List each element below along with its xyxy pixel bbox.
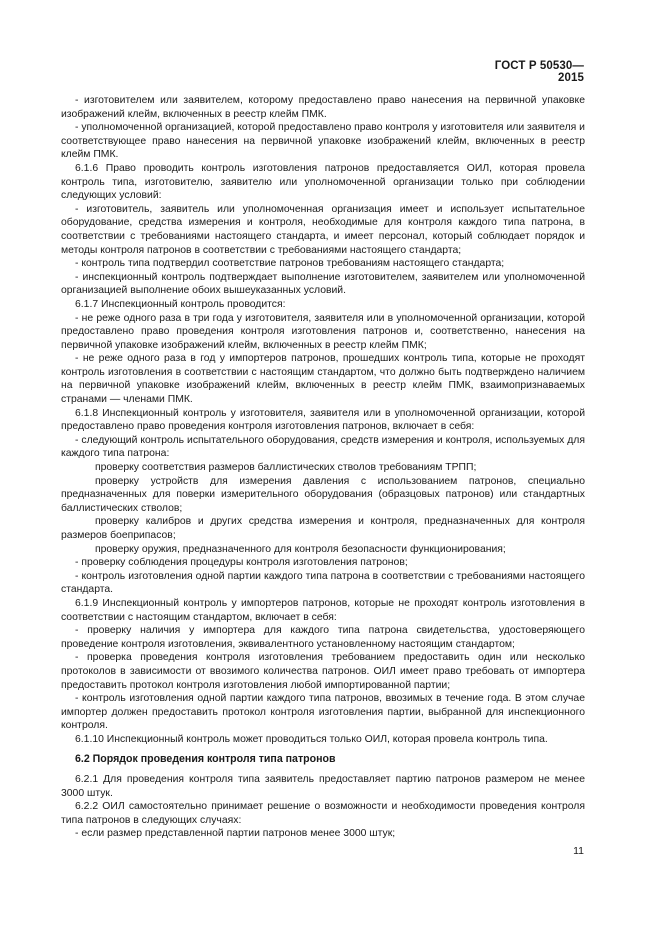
paragraph: - контроль изготовления одной партии каждого типа патрона в соответствии с требованиями настоящего стандарта. bbox=[61, 570, 585, 596]
paragraph: - инспекционный контроль подтверждает выполнение изготовителем, заявителем или уполномоченной организацией выполнение обоих вышеуказанных условий. bbox=[61, 271, 585, 297]
paragraph: - проверка проведения контроля изготовления требованием предоставить один или несколько протоколов в зависимости от ввозимого количества патронов. ОИЛ имеет право требовать от импортера предоставить протокол контроля изготовления любой импортированной партии; bbox=[61, 652, 585, 691]
page-number: 11 bbox=[573, 845, 584, 857]
document-body bbox=[61, 94, 585, 841]
paragraph: - уполномоченной организацией, которой предоставлено право контроля у изготовителя или заявителя и соответствующее право нанесения на первичной упаковке изображений клейм, включенных в реестр клейм ПМК. bbox=[61, 122, 585, 161]
paragraph: - контроль изготовления одной партии каждого типа патронов, ввозимых в течение года. В этом случае импортер должен предоставить протокол контроля изготовления партии, выбранной для инспекционного контроля. bbox=[61, 693, 585, 732]
section-heading: 6.2 Порядок проведения контроля типа патронов bbox=[75, 752, 336, 765]
document-header: ГОСТ Р 50530—2015 bbox=[494, 60, 584, 84]
paragraph: проверку соответствия размеров баллистических стволов требованиям ТРПП; bbox=[95, 462, 477, 474]
paragraph: - проверку наличия у импортера для каждого типа патрона свидетельства, удостоверяющего проведение контроля изготовления, эквивалентного установленному настоящим стандартом; bbox=[61, 625, 585, 650]
paragraph: 6.1.6 Право проводить контроль изготовления патронов предоставляется ОИЛ, которая провела контроль типа, изготовителю, заявителю или уполномоченной организации только при соблюдении следующих условий: bbox=[61, 162, 585, 202]
paragraph: проверку калибров и других средства измерения и контроля, предназначенных для контроля размеров боеприпасов; bbox=[61, 516, 585, 541]
paragraph: - проверку соблюдения процедуры контроля изготовления патронов; bbox=[75, 557, 408, 569]
paragraph: - следующий контроль испытательного оборудования, средств измерения и контроля, используемых для каждого типа патрона: bbox=[61, 434, 585, 460]
paragraph: 6.1.8 Инспекционный контроль у изготовителя, заявителя или в уполномоченной организации, которой предоставлено право проведения контроля изготовления патронов, включает в себя: bbox=[61, 407, 585, 433]
paragraph: - изготовителем или заявителем, которому предоставлено право нанесения на первичной упаковке изображений клейм, включенных в реестр клейм ПМК. bbox=[61, 95, 585, 120]
paragraph: 6.1.7 Инспекционный контроль проводится: bbox=[75, 298, 286, 310]
paragraph: - изготовитель, заявитель или уполномоченная организация имеет и использует испытательное оборудование, средства измерения и контроля, необходимые для контроля каждого типа патрона, в соответствии с требованиями настоящего стандарта, и имеет персонал, который соблюдает порядок и методы контроля патронов в соответствии с требованиями настоящего стандарта; bbox=[61, 203, 585, 256]
paragraph: 6.2.2 ОИЛ самостоятельно принимает решение о возможности и необходимости проведения контроля типа патронов в следующих случаях: bbox=[61, 801, 585, 826]
paragraph: 6.2.1 Для проведения контроля типа заявитель предоставляет партию патронов размером не менее 3000 штук. bbox=[61, 774, 585, 799]
paragraph: - не реже одного раза в год у импортеров патронов, прошедших контроль типа, которые не проходят контроль изготовления в соответствии с настоящим стандартом, что должно быть подтверждено наличием на первичной упаковке изображений клейм, включенных в реестр клейм ПМК, взаимопризнаваемых странами — членами ПМК. bbox=[61, 353, 585, 406]
paragraph: проверку оружия, предназначенного для контроля безопасности функционирования; bbox=[95, 543, 506, 555]
paragraph: - контроль типа подтвердил соответствие патронов требованиям настоящего стандарта; bbox=[75, 258, 505, 270]
paragraph: - не реже одного раза в три года у изготовителя, заявителя или в уполномоченной организации, которой предоставлено право проведения контроля изготовления патронов и, соответственно, нанесения на первичной упаковке изображений клейм, включенных в реестр клейм ПМК; bbox=[61, 312, 585, 351]
paragraph: 6.1.9 Инспекционный контроль у импортеров патронов, которые не проходят контроль изготовления в соответствии с настоящим стандартом, включает в себя: bbox=[61, 597, 585, 623]
paragraph: проверку устройств для измерения давления с использованием патронов, специально предназначенных для поверки измерительного оборудования (образцовых патронов) или стандартных баллистических стволов; bbox=[61, 475, 585, 514]
paragraph: - если размер представленной партии патронов менее 3000 штук; bbox=[75, 828, 396, 840]
paragraph: 6.1.10 Инспекционный контроль может проводиться только ОИЛ, которая провела контроль типа. bbox=[75, 733, 548, 745]
